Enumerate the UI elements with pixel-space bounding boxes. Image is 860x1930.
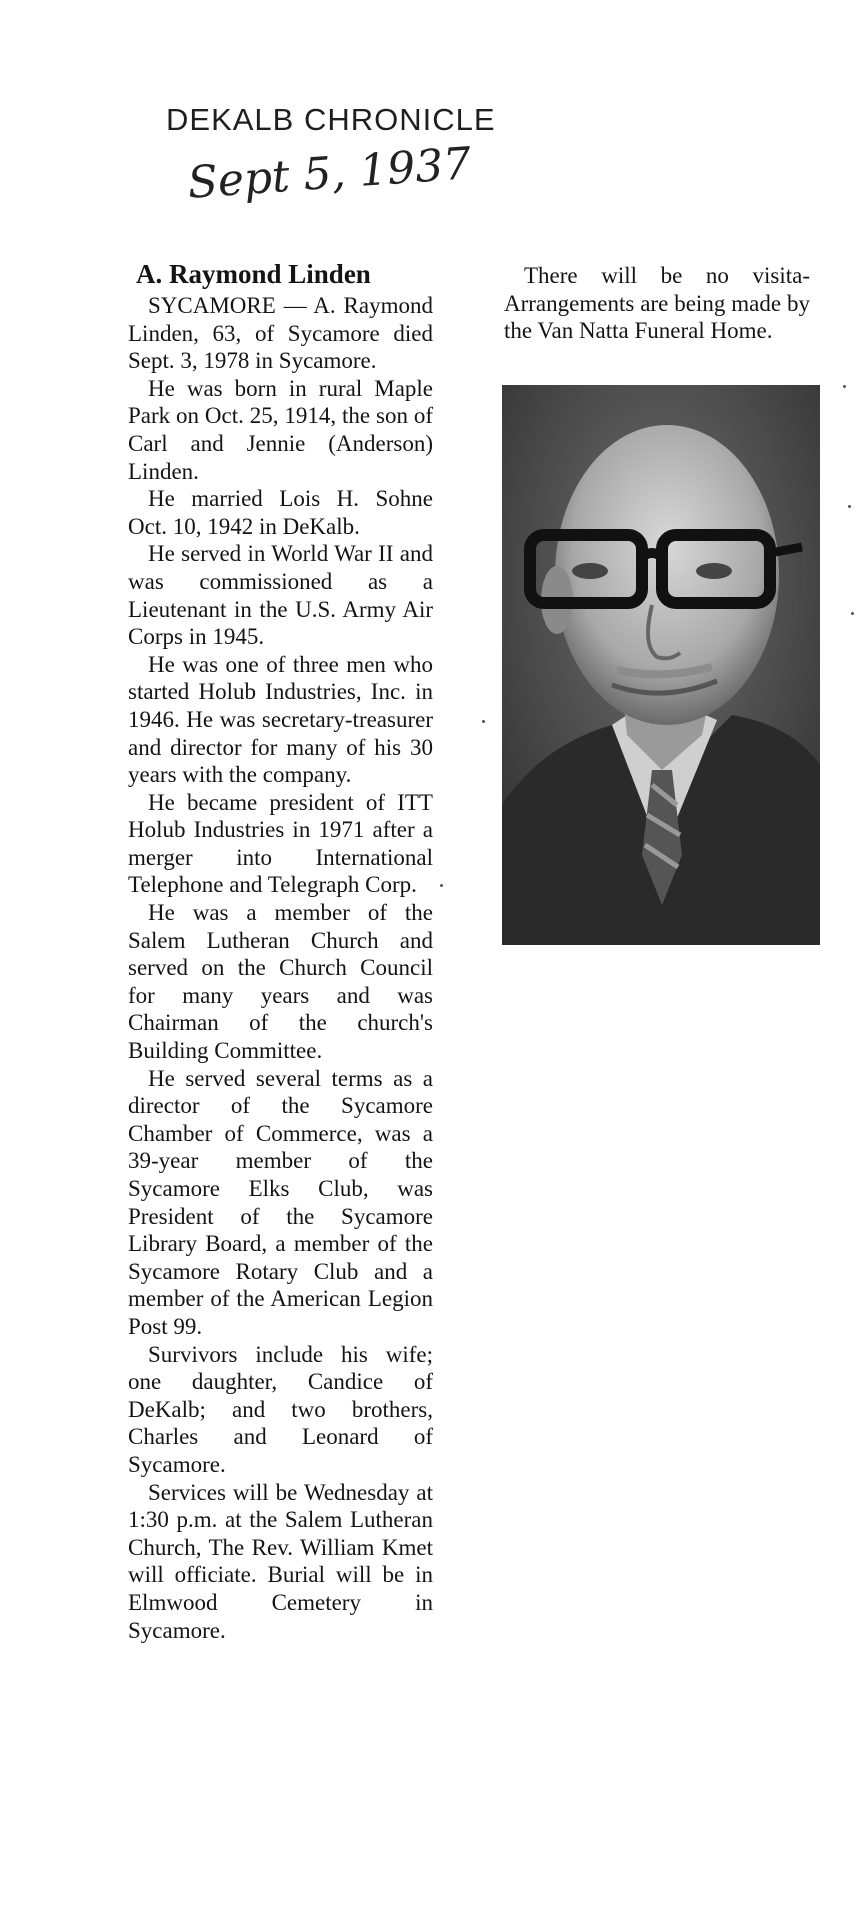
obituary-paragraph: He was born in rural Maple Park on Oct. 25, 1914, the son of Carl and Jennie (Anderson) Linden. [128,375,433,484]
print-speck [843,385,846,388]
handwritten-date: Sept 5, 1937 [186,138,473,209]
obituary-paragraph: SYCAMORE — A. Raymond Linden, 63, of Sycamore died Sept. 3, 1978 in Sycamore. [128,293,433,374]
funeral-arrangements-paragraph: There will be no visita- Arrangements are being made by the Van Natta Funeral Home. [504,263,810,344]
obituary-paragraph: He married Lois H. Sohne Oct. 10, 1942 in DeKalb. [128,486,433,539]
print-speck [851,612,854,615]
obituary-paragraph: He became president of ITT Holub Industries in 1971 after a merger into International Telephone and Telegraph Corp. [128,789,433,898]
obituary-paragraph: He served several terms as a director of the Sycamore Chamber of Commerce, was a 39-year member of the Sycamore Elks Club, was President of the Sycamore Library Board, a member of the Sycamore Rotary Club and a member of the American Legion Post 99. [128,1065,433,1339]
portrait-photo [502,385,820,945]
obituary-paragraph: Survivors include his wife; one daughter, Candice of DeKalb; and two brothers, Charles and Leonard of Sycamore. [128,1341,433,1477]
publication-name: DEKALB CHRONICLE [166,102,496,137]
obituary-headline: A. Raymond Linden [136,259,371,289]
print-speck [440,884,443,887]
obituary-paragraph: Services will be Wednesday at 1:30 p.m. at the Salem Lutheran Church, The Rev. William Kmet will officiate. Burial will be in Elmwood Cemetery in Sycamore. [128,1479,433,1643]
obituary-left-column [128,258,433,1644]
obituary-paragraph: He served in World War II and was commissioned as a Lieutenant in the U.S. Army Air Corps in 1945. [128,541,433,650]
print-speck [848,505,851,508]
obituary-right-column [504,262,810,345]
obituary-paragraph: He was one of three men who started Holub Industries, Inc. in 1946. He was secretary-treasurer and director for many of his 30 years with the company. [128,651,433,788]
obituary-paragraph: He was a member of the Salem Lutheran Church and served on the Church Council for many years and was Chairman of the church's Building Committee. [128,900,433,1064]
print-speck [482,720,485,723]
portrait-illustration [502,385,820,945]
